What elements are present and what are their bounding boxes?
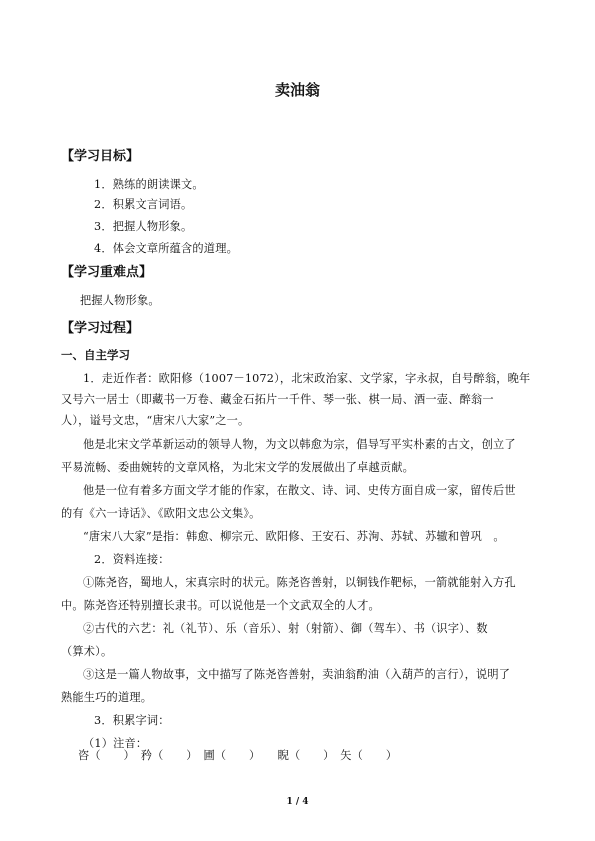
author-paragraph-line: 又号六一居士（即藏书一万卷、藏金石拓片一千件、琴一张、棋一局、酒一壶、醉翁一 bbox=[61, 393, 494, 406]
material-line: ①陈尧咨，蜀地人，宋真宗时的状元。陈尧咨善射，以铜钱作靶标，一箭就能射入方孔 bbox=[83, 576, 516, 589]
leader-paragraph-line: 他是北宋文学革新运动的领导人物，为文以韩愈为宗，倡导写平实朴素的古文，创立了 bbox=[83, 438, 516, 451]
process-heading: 【学习过程】 bbox=[61, 321, 140, 336]
eight-masters-line: “唐宋八大家”是指：韩愈、柳宗元、欧阳修、王安石、苏洵、苏轼、苏辙和曾巩 。 bbox=[83, 530, 505, 543]
phonetic-heading: （1）注音： bbox=[83, 737, 148, 750]
material-line: ②古代的六艺：礼（礼节）、乐（音乐）、射（射箭）、御（驾车）、书（识字）、数 bbox=[83, 622, 488, 635]
material-line: （算术）。 bbox=[61, 645, 113, 658]
key-points-text: 把握人物形象。 bbox=[80, 294, 160, 307]
objective-item: 3．把握人物形象。 bbox=[94, 220, 193, 233]
page-title: 卖油翁 bbox=[274, 81, 320, 99]
section-self-study: 一、自主学习 bbox=[61, 348, 130, 362]
material-line: ③这是一篇人物故事，文中描写了陈尧咨善射，卖油翁酌油（入葫芦的言行），说明了 bbox=[83, 668, 511, 681]
materials-heading: 2．资料连接： bbox=[94, 553, 170, 566]
objectives-heading: 【学习目标】 bbox=[61, 149, 140, 164]
key-points-heading: 【学习重难点】 bbox=[61, 265, 153, 280]
objective-item: 4．体会文章所蕴含的道理。 bbox=[94, 242, 238, 255]
phonetic-exercise-line: 咨（ ） 矜（ ） 圃（ ） 睨（ ） 矢（ ） bbox=[78, 749, 398, 762]
page-number: 1 / 4 bbox=[286, 797, 309, 807]
objective-item: 1．熟练的朗读课文。 bbox=[94, 178, 204, 191]
objective-item: 2．积累文言词语。 bbox=[94, 198, 193, 211]
material-line: 中。陈尧咨还特别擅长隶书。可以说他是一个文武双全的人才。 bbox=[61, 599, 380, 612]
author-paragraph-line: 人），谥号文忠，“唐宋八大家”之一。 bbox=[61, 414, 250, 427]
works-paragraph-line: 他是一位有着多方面文学才能的作家，在散文、诗、词、史传方面自成一家，留传后世 bbox=[83, 484, 516, 497]
works-paragraph-line: 的有《六一诗话》、《欧阳文忠公文集》。 bbox=[61, 507, 261, 520]
vocab-heading: 3．积累字词： bbox=[94, 714, 170, 727]
author-paragraph-line: 1．走近作者：欧阳修（1007－1072），北宋政治家、文学家，字永叔，自号醉翁，晚年 bbox=[83, 372, 531, 385]
leader-paragraph-line: 平易流畅、委曲婉转的文章风格，为北宋文学的发展做出了卓越贡献。 bbox=[61, 461, 415, 474]
material-line: 熟能生巧的道理。 bbox=[61, 691, 153, 704]
